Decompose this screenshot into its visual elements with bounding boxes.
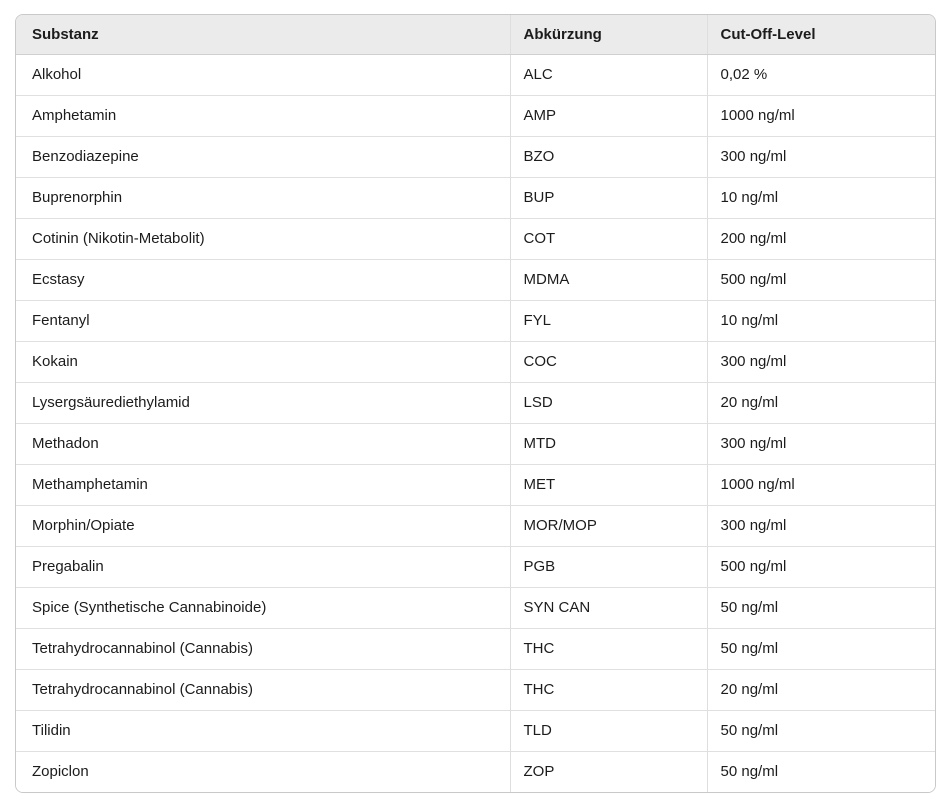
cell-abkuerzung: LSD bbox=[510, 382, 707, 423]
column-header-cut-off-level: Cut-Off-Level bbox=[707, 15, 935, 54]
cell-cut-off-level: 50 ng/ml bbox=[707, 751, 935, 792]
cell-abkuerzung: MDMA bbox=[510, 259, 707, 300]
table-row bbox=[16, 505, 935, 546]
table-row bbox=[16, 341, 935, 382]
cell-cut-off-level: 1000 ng/ml bbox=[707, 464, 935, 505]
cell-cut-off-level: 300 ng/ml bbox=[707, 505, 935, 546]
cell-abkuerzung: AMP bbox=[510, 95, 707, 136]
cell-substanz: Methadon bbox=[16, 423, 510, 464]
cell-substanz: Methamphetamin bbox=[16, 464, 510, 505]
cell-cut-off-level: 300 ng/ml bbox=[707, 423, 935, 464]
table-row bbox=[16, 177, 935, 218]
cell-substanz: Alkohol bbox=[16, 54, 510, 95]
column-header-substanz: Substanz bbox=[16, 15, 510, 54]
cell-cut-off-level: 50 ng/ml bbox=[707, 710, 935, 751]
substance-table bbox=[16, 15, 935, 792]
cell-abkuerzung: SYN CAN bbox=[510, 587, 707, 628]
cell-cut-off-level: 50 ng/ml bbox=[707, 628, 935, 669]
cell-abkuerzung: THC bbox=[510, 628, 707, 669]
cell-cut-off-level: 0,02 % bbox=[707, 54, 935, 95]
cell-substanz: Cotinin (Nikotin-Metabolit) bbox=[16, 218, 510, 259]
cell-substanz: Spice (Synthetische Cannabinoide) bbox=[16, 587, 510, 628]
table-row bbox=[16, 710, 935, 751]
cell-substanz: Amphetamin bbox=[16, 95, 510, 136]
cell-abkuerzung: FYL bbox=[510, 300, 707, 341]
cell-cut-off-level: 300 ng/ml bbox=[707, 136, 935, 177]
cell-cut-off-level: 300 ng/ml bbox=[707, 341, 935, 382]
table-row bbox=[16, 54, 935, 95]
table-row bbox=[16, 259, 935, 300]
cell-abkuerzung: ALC bbox=[510, 54, 707, 95]
cell-substanz: Tilidin bbox=[16, 710, 510, 751]
cell-cut-off-level: 500 ng/ml bbox=[707, 546, 935, 587]
table-header-row bbox=[16, 15, 935, 54]
cell-abkuerzung: MTD bbox=[510, 423, 707, 464]
table-row bbox=[16, 546, 935, 587]
table-row bbox=[16, 382, 935, 423]
table-header bbox=[16, 15, 935, 54]
cell-substanz: Buprenorphin bbox=[16, 177, 510, 218]
table-row bbox=[16, 587, 935, 628]
cell-cut-off-level: 200 ng/ml bbox=[707, 218, 935, 259]
cell-cut-off-level: 20 ng/ml bbox=[707, 669, 935, 710]
cell-substanz: Zopiclon bbox=[16, 751, 510, 792]
cell-abkuerzung: TLD bbox=[510, 710, 707, 751]
cell-cut-off-level: 20 ng/ml bbox=[707, 382, 935, 423]
cell-substanz: Ecstasy bbox=[16, 259, 510, 300]
cell-abkuerzung: BZO bbox=[510, 136, 707, 177]
cell-cut-off-level: 10 ng/ml bbox=[707, 177, 935, 218]
cell-cut-off-level: 500 ng/ml bbox=[707, 259, 935, 300]
table-row bbox=[16, 300, 935, 341]
cell-abkuerzung: MOR/MOP bbox=[510, 505, 707, 546]
cell-substanz: Tetrahydrocannabinol (Cannabis) bbox=[16, 628, 510, 669]
cell-substanz: Fentanyl bbox=[16, 300, 510, 341]
cell-substanz: Pregabalin bbox=[16, 546, 510, 587]
cell-cut-off-level: 50 ng/ml bbox=[707, 587, 935, 628]
table-row bbox=[16, 669, 935, 710]
cell-abkuerzung: BUP bbox=[510, 177, 707, 218]
table-row bbox=[16, 423, 935, 464]
table-row bbox=[16, 95, 935, 136]
cell-abkuerzung: THC bbox=[510, 669, 707, 710]
substance-table-container bbox=[15, 14, 936, 793]
table-body bbox=[16, 54, 935, 792]
table-row bbox=[16, 136, 935, 177]
cell-substanz: Benzodiazepine bbox=[16, 136, 510, 177]
cell-abkuerzung: ZOP bbox=[510, 751, 707, 792]
table-row bbox=[16, 464, 935, 505]
cell-abkuerzung: COC bbox=[510, 341, 707, 382]
cell-substanz: Kokain bbox=[16, 341, 510, 382]
cell-abkuerzung: COT bbox=[510, 218, 707, 259]
cell-cut-off-level: 10 ng/ml bbox=[707, 300, 935, 341]
table-row bbox=[16, 628, 935, 669]
cell-substanz: Tetrahydrocannabinol (Cannabis) bbox=[16, 669, 510, 710]
table-row bbox=[16, 751, 935, 792]
column-header-abkuerzung: Abkürzung bbox=[510, 15, 707, 54]
cell-substanz: Morphin/Opiate bbox=[16, 505, 510, 546]
cell-abkuerzung: PGB bbox=[510, 546, 707, 587]
table-row bbox=[16, 218, 935, 259]
cell-substanz: Lysergsäurediethylamid bbox=[16, 382, 510, 423]
cell-cut-off-level: 1000 ng/ml bbox=[707, 95, 935, 136]
cell-abkuerzung: MET bbox=[510, 464, 707, 505]
